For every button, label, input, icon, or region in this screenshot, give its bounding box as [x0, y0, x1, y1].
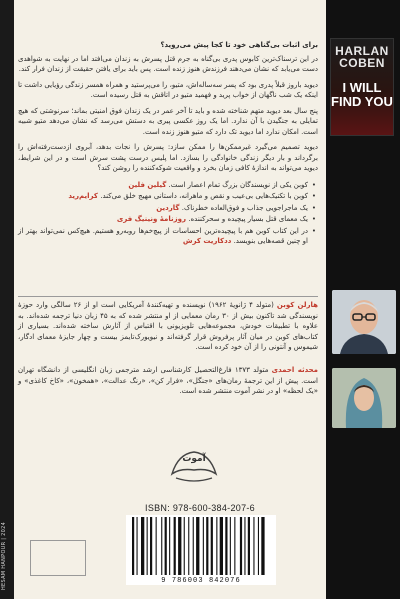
review-source: گیلین فلین	[128, 180, 167, 189]
blurb-question: برای اثبات بی‌گناهی خود تا کجا پیش می‌روید؟	[160, 41, 318, 49]
author-bio-text: (متولد ۴ ژانویهٔ ۱۹۶۲) نویسنده و تهیه‌کنندهٔ آمریکایی است او از ۲۶ سالگی وارد حوزهٔ نویسندگی شد تاکنون بیش از ۳۰ رمان معمایی از او منتشر شده که به ۴۵ زبان دنیا ترجمه شده‌اند. به علاوه با تطبیقات خودش، مجموعه‌هایی تلویزیونی با اقتباس از آثارش ساخته شده‌اند. بسیاری از کتاب‌های کوبن در میان آثار پرفروش قرار گرفته‌اند و نیویورک‌تایمز بیست و چهار جایزهٔ معمای ادگار، شیموس و آنتونی را از آن خود کرده است.	[18, 301, 319, 351]
review-quotes	[18, 180, 318, 247]
blurb-paragraph: پنج سال بعد دیوید متهم شناخته شده و باید تا آخر عمر در یک زندان فوق امنیتی بماند؛ سرنوشتی که هیچ تمایلی به جنگیدن با آن ندارد. اما یک روز عکسی پیری به دستش می‌رسد که نشان می‌دهد متیو شبیه است. امکان ندارد اما دیوید تک دارد که متیو هنوز زنده است.	[18, 106, 318, 136]
author-bio	[18, 300, 318, 353]
left-spine-strip	[0, 0, 14, 599]
book-cover-thumbnail	[330, 38, 394, 136]
blurb-section	[18, 40, 318, 253]
thumbnail-author: HARLAN COBEN	[335, 44, 389, 70]
blurb-paragraph: دیوید باروز قبلاً پدری بود که پسر سه‌ساله‌اش، متیو، را می‌پرستید و همراه همسر زندگی رؤیایی داشت تا اینکه یک شب ناگهان از خواب پرید و فهمید متیو در اتاقش به قتل رسیده است.	[18, 80, 318, 99]
review-quote: • کوبن با تکنیک‌هایی بی‌عیب و نقص و ماهرانه، داستانی مهیج خلق می‌کند. کرایم‌رید	[18, 191, 308, 202]
price-box	[30, 540, 86, 576]
review-quote: • یک ماجراجویی جذاب و فوق‌العاده خطرناک. گاردین	[18, 203, 308, 214]
review-source: ددکاریت کرش	[182, 237, 232, 245]
translator-portrait	[332, 368, 396, 428]
section-divider	[18, 296, 318, 297]
translator-bio	[18, 365, 318, 397]
publisher-name: آموت	[182, 454, 206, 464]
translator-bio-text: متولد ۱۳۷۳ فارغ‌التحصیل کارشناسی ارشد مترجمی زبان انگلیسی از دانشگاه تهران است. پیش از این ترجمهٔ رمان‌های «جنگل»، «فرار کن»، «رنگ عدالت»، «همخون»، «کاخ کاغذی» و «یک لحظه» او در نشر آموت منتشر شده است.	[18, 366, 318, 395]
author-portrait	[332, 290, 396, 354]
isbn-barcode	[126, 515, 276, 577]
review-quote: • یک معمای قتل بسیار پیچیده و سحرکننده. روزنامهٔ ونینیگ فری	[18, 214, 308, 225]
thumbnail-title: I WILL FIND YOU	[331, 80, 393, 109]
right-spine-strip	[326, 0, 400, 599]
blurb-paragraph: دیوید تصمیم می‌گیرد غیرممکن‌ها را ممکن سازد: پسرش را نجات بدهد، آبروی ازدست‌رفته‌اش را برگرداند و بار دیگر زندگی خانوادگی را بسازد. اما پلیس درست پشت سرش است و در این شرایط، دیوید می‌تواند به اندازهٔ کافی زمان بخرد و واقعیت شوکه‌کننده را روشن کند؟	[18, 143, 318, 172]
review-source: گاردین	[156, 203, 180, 212]
review-source: روزنامهٔ ونینیگ فری	[116, 215, 187, 223]
author-name: هارلن کوبن	[276, 301, 318, 309]
barcode-digits: 9 786003 842076	[126, 577, 276, 585]
blurb-paragraph: در این ترسناک‌ترین کابوس پدری بی‌گناه به جرم قتل پسرش به زندان می‌افتد اما در نهایت به شواهدی دست می‌یابد که نشان می‌دهند فرزندش هنوز زنده است. پس باید برای یافتن حقیقت از زندان فرار کند.	[18, 54, 318, 73]
review-quote: • در این کتاب کوبن هم با پیچیده‌ترین احساسات از پیچ‌خم‌ها روبه‌رو هستیم. هیچ‌کس نمی‌تواند بهتر از او چنین قصه‌هایی بنویسد. ددکاریت کرش	[18, 226, 308, 247]
publisher-logo	[168, 444, 220, 488]
review-quote: • کوبن یکی از نویسندگان بزرگ تمام اعصار است. گیلین فلین	[18, 180, 308, 191]
review-source: کرایم‌رید	[68, 192, 98, 200]
translator-name: محدثه احمدی	[271, 366, 318, 374]
designer-credit: HESAM HANPOUR | 2024	[1, 521, 7, 590]
isbn-text: ISBN: 978-600-384-207-6	[145, 503, 255, 513]
